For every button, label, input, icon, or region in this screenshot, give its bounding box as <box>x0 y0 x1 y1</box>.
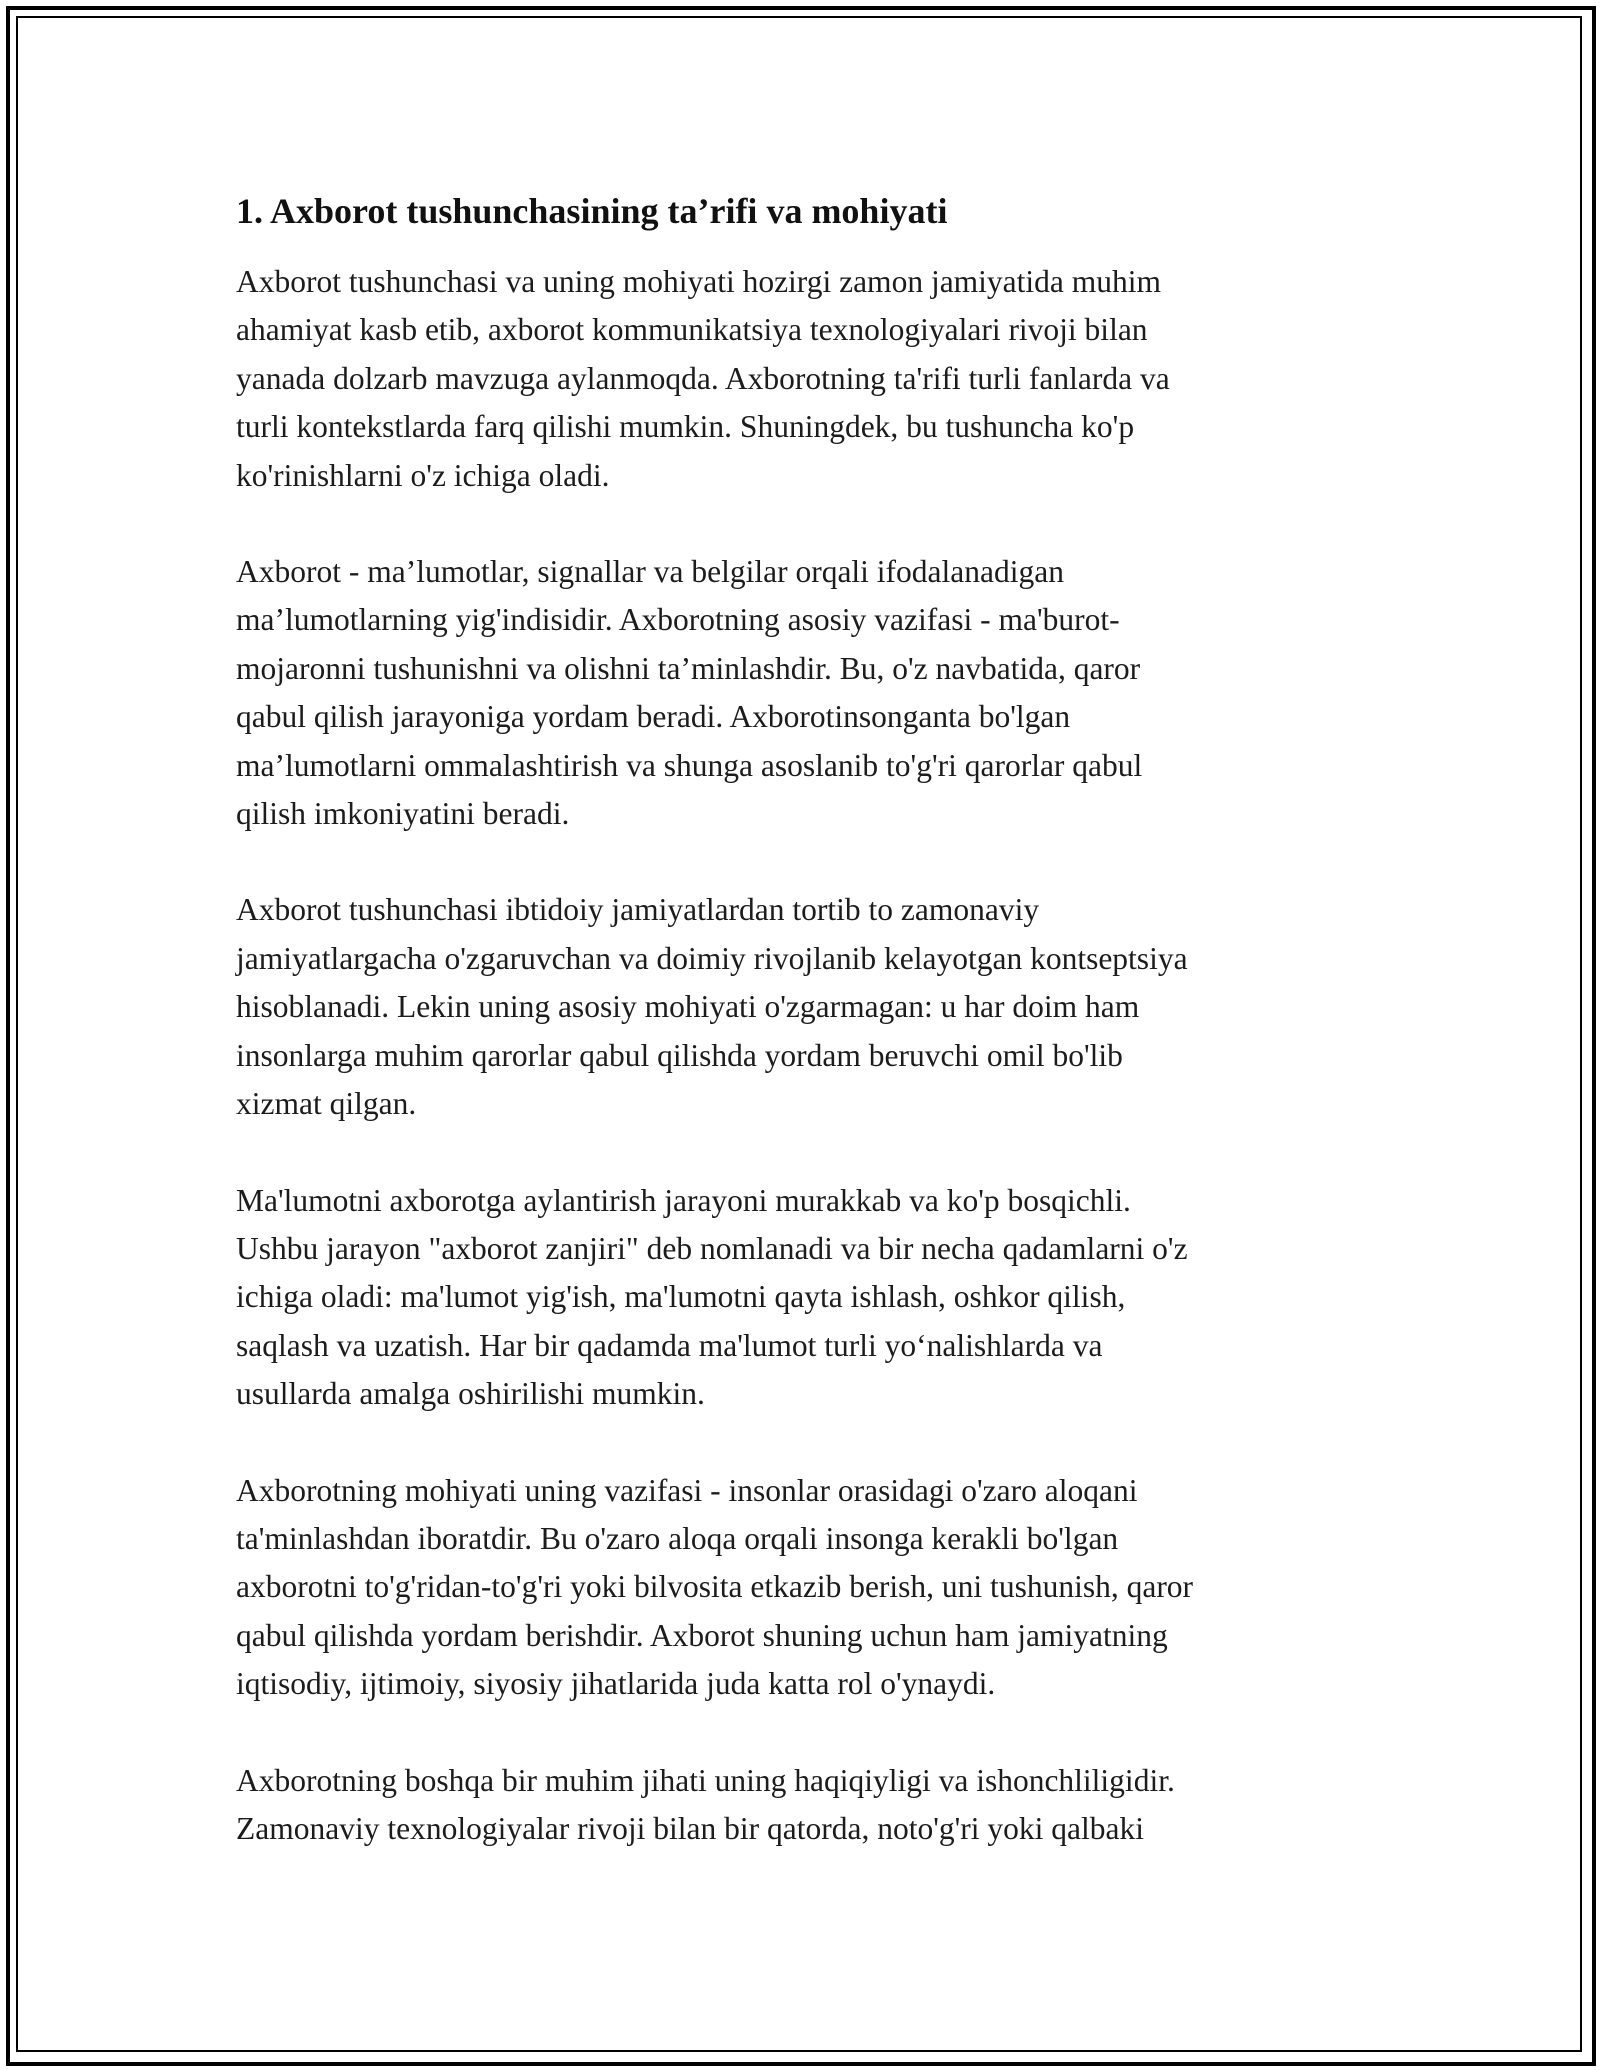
paragraph <box>236 548 1366 838</box>
paragraph <box>236 886 1366 1128</box>
document-body <box>236 186 1366 1853</box>
paragraph-line: qilish imkoniyatini beradi. <box>236 796 570 832</box>
paragraph-list <box>236 258 1366 1853</box>
paragraph-line: iqtisodiy, ijtimoiy, siyosiy jihatlarida juda katta rol o'ynaydi. <box>236 1666 996 1702</box>
paragraph-line: hisoblanadi. Lekin uning asosiy mohiyati o'zgarmagan: u har doim ham <box>236 989 1140 1025</box>
paragraph-line: Axborot tushunchasi va uning mohiyati hozirgi zamon jamiyatida muhim <box>236 264 1162 299</box>
paragraph-line: ma’lumotlarning yig'indisidir. Axborotning asosiy vazifasi - ma'burot- <box>236 602 1120 638</box>
paragraph-line: ko'rinishlarni o'z ichiga oladi. <box>236 457 610 493</box>
paragraph-line: ta'minlashdan iboratdir. Bu o'zaro aloqa orqali insonga kerakli bo'lgan <box>236 1520 1119 1556</box>
paragraph-line: Ma'lumotni axborotga aylantirish jarayoni murakkab va ko'p bosqichli. <box>236 1182 1131 1218</box>
paragraph <box>236 1177 1366 1419</box>
paragraph-line: ma’lumotlarni ommalashtirish va shunga asoslanib to'g'ri qarorlar qabul <box>236 747 1143 783</box>
paragraph-line: Axborotning boshqa bir muhim jihati uning haqiqiyligi va ishonchliligidir. <box>236 1762 1175 1798</box>
paragraph-line: jamiyatlargacha o'zgaruvchan va doimiy rivojlanib kelayotgan kontseptsiya <box>236 940 1188 976</box>
paragraph-line: Zamonaviy texnologiyalar rivoji bilan bir qatorda, noto'g'ri yoki qalbaki <box>236 1810 1145 1846</box>
paragraph <box>236 258 1366 500</box>
paragraph-line: usullarda amalga oshirilishi mumkin. <box>236 1376 705 1412</box>
paragraph-line: ichiga oladi: ma'lumot yig'ish, ma'lumotni qayta ishlash, oshkor qilish, <box>236 1279 1126 1315</box>
paragraph <box>236 1757 1366 1854</box>
paragraph-line: Axborot tushunchasi ibtidoiy jamiyatlardan tortib to zamonaviy <box>236 892 1040 928</box>
paragraph <box>236 1467 1366 1709</box>
paragraph-line: Axborot - ma’lumotlar, signallar va belgilar orqali ifodalanadigan <box>236 554 1064 590</box>
paragraph-line: qabul qilish jarayoniga yordam beradi. Axborotinsonganta bo'lgan <box>236 699 1071 735</box>
section-title: 1. Axborot tushunchasining ta’rifi va mohiyati <box>236 191 948 231</box>
paragraph-line: ahamiyat kasb etib, axborot kommunikatsiya texnologiyalari rivoji bilan <box>236 312 1148 348</box>
paragraph-line: saqlash va uzatish. Har bir qadamda ma'lumot turli yo‘nalishlarda va <box>236 1327 1103 1363</box>
paragraph-line: xizmat qilgan. <box>236 1086 417 1122</box>
paragraph-line: qabul qilishda yordam berishdir. Axborot shuning uchun ham jamiyatning <box>236 1617 1168 1653</box>
paragraph-line: mojaronni tushunishni va olishni ta’minlashdir. Bu, o'z navbatida, qaror <box>236 650 1141 686</box>
paragraph-line: turli kontekstlarda farq qilishi mumkin. Shuningdek, bu tushuncha ko'p <box>236 409 1135 445</box>
paragraph-line: Ushbu jarayon "axborot zanjiri" deb nomlanadi va bir necha qadamlarni o'z <box>236 1230 1188 1266</box>
paragraph-line: Axborotning mohiyati uning vazifasi - insonlar orasidagi o'zaro aloqani <box>236 1472 1138 1508</box>
paragraph-line: yanada dolzarb mavzuga aylanmoqda. Axborotning ta'rifi turli fanlarda va <box>236 360 1170 396</box>
paragraph-line: insonlarga muhim qarorlar qabul qilishda yordam beruvchi omil bo'lib <box>236 1037 1123 1073</box>
paragraph-line: axborotni to'g'ridan-to'g'ri yoki bilvosita etkazib berish, uni tushunish, qaror <box>236 1569 1194 1605</box>
